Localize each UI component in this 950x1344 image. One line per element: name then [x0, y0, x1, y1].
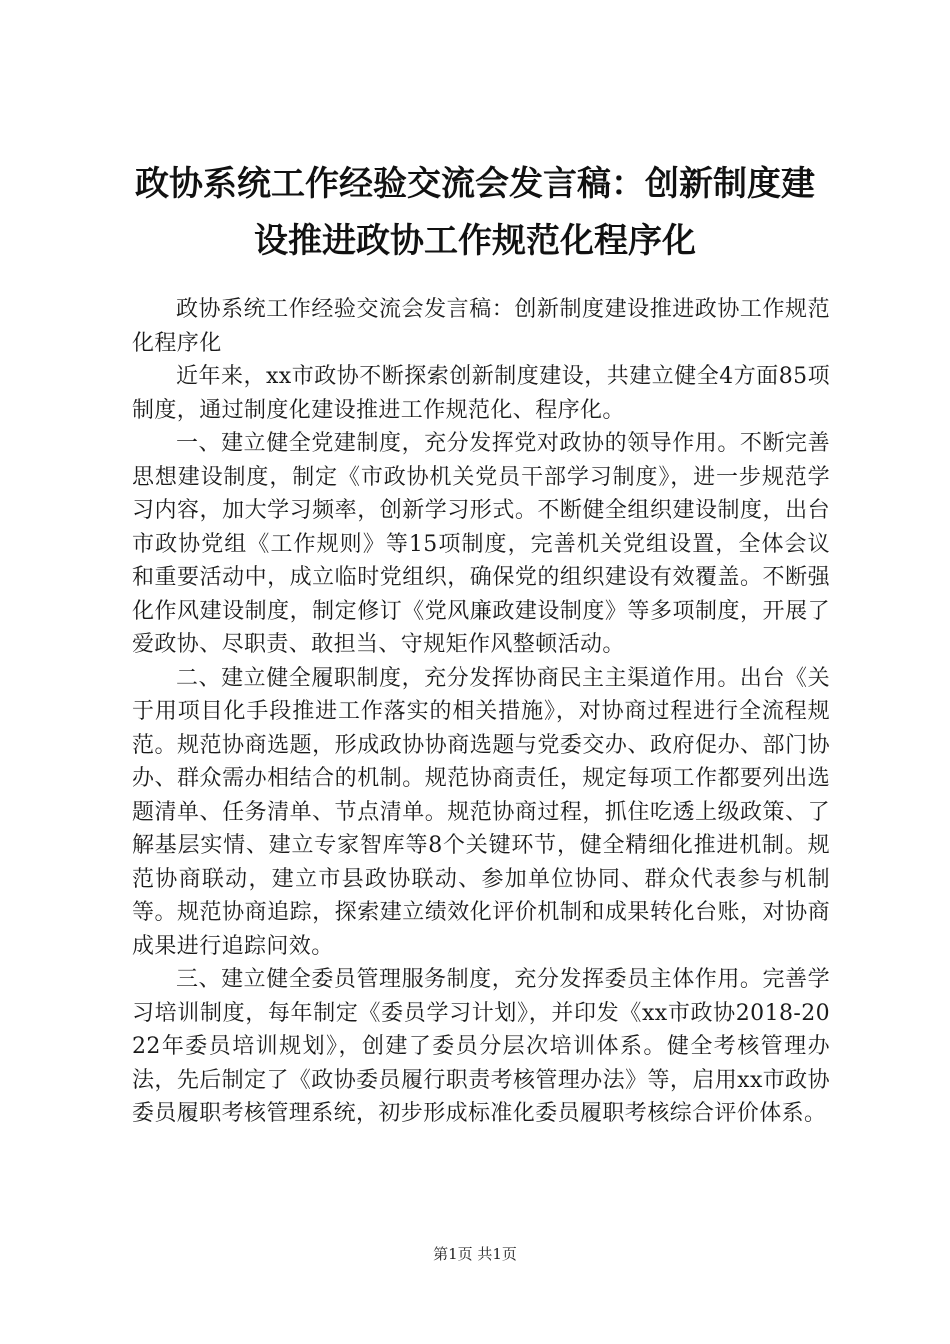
paragraph-subtitle: 政协系统工作经验交流会发言稿：创新制度建设推进政协工作规范化程序化	[132, 297, 830, 356]
document-title: 政协系统工作经验交流会发言稿：创新制度建设推进政协工作规范化程序化	[135, 164, 815, 261]
paragraph-duty-performance: 二、建立健全履职制度，充分发挥协商民主主渠道作用。出台《关于用项目化手段推进工作落实的相关措施》，对协商过程进行全流程规范。规范协商选题，形成政协协商选题与党委交办、政府促办、部门协办、群众需办相结合的机制。规范协商责任，规定每项工作都要列出选题清单、任务清单、节点清单。规范协商过程，抓住吃透上级政策、了解基层实情、建立专家智库等8个关键环节，健全精细化推进机制。规范协商联动，建立市县政协联动、参加单位协同、群众代表参与机制等。规范协商追踪，探索建立绩效化评价机制和成果转化台账，对协商成果进行追踪问效。	[132, 665, 830, 959]
document-body	[132, 293, 830, 1131]
paragraph-intro: 近年来，xx市政协不断探索创新制度建设，共建立健全4方面85项制度，通过制度化建设推进工作规范化、程序化。	[132, 364, 830, 423]
paragraph-member-management: 三、建立健全委员管理服务制度，充分发挥委员主体作用。完善学习培训制度，每年制定《委员学习计划》，并印发《xx市政协2018-2022年委员培训规划》，创建了委员分层次培训体系。健全考核管理办法，先后制定了《政协委员履行职责考核管理办法》等，启用xx市政协委员履职考核管理系统，初步形成标准化委员履职考核综合评价体系。	[132, 967, 830, 1126]
paragraph-party-building: 一、建立健全党建制度，充分发挥党对政协的领导作用。不断完善思想建设制度，制定《市政协机关党员干部学习制度》，进一步规范学习内容，加大学习频率，创新学习形式。不断健全组织建设制度，出台市政协党组《工作规则》等15项制度，完善机关党组设置，全体会议和重要活动中，成立临时党组织，确保党的组织建设有效覆盖。不断强化作风建设制度，制定修订《党风廉政建设制度》等多项制度，开展了爱政协、尽职责、敢担当、守规矩作风整顿活动。	[132, 431, 830, 657]
page-number-footer: 第1页 共1页	[433, 1245, 517, 1263]
